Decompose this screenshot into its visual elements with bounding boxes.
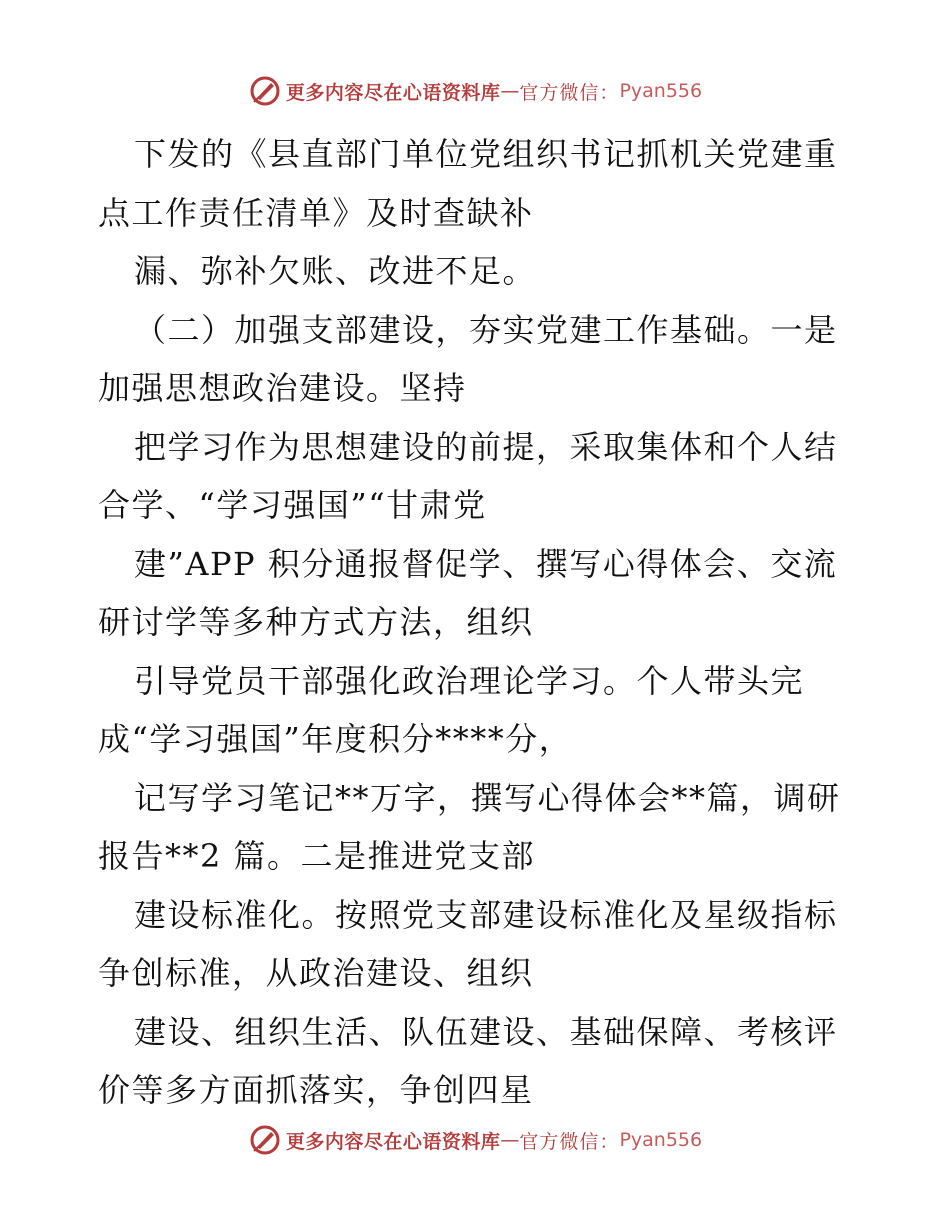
text-line: 点工作责任清单》及时查缺补: [98, 193, 534, 232]
text-line: 争创标准，从政治建设、组织: [98, 954, 534, 992]
text-line: 合学、“学习强国”“甘肃党: [98, 486, 487, 524]
watermark-separator: —: [500, 1129, 520, 1151]
watermark-main-text: 更多内容尽在心语资料库: [285, 1130, 501, 1153]
watermark-wechat-label: 官方微信：: [519, 1130, 620, 1153]
text-line: 引导党员干部强化政治理论学习。个人带头完: [134, 661, 805, 700]
text-line: （二）加强支部建设，夯实党建工作基础。一是: [134, 310, 838, 349]
quill-logo-icon: [248, 1123, 282, 1157]
quill-logo-icon: [248, 74, 282, 108]
text-line: 建”APP 积分通报督促学、撰写心得体会、交流: [134, 544, 838, 583]
watermark-separator: —: [500, 80, 520, 102]
text-line: 记写学习笔记**万字，撰写心得体会**篇，调研: [134, 778, 841, 817]
text-line: 成“学习强国”年度积分****分，: [98, 720, 573, 758]
watermark-wechat-id: Pyan556: [619, 80, 703, 102]
text-line: 漏、弥补欠账、改进不足。: [134, 252, 537, 290]
header-watermark: [0, 71, 950, 111]
text-line: 建设标准化。按照党支部建设标准化及星级指标: [134, 895, 838, 934]
text-line: 报告**2 篇。二是推进党支部: [98, 837, 536, 875]
text-line: 把学习作为思想建设的前提，采取集体和个人结: [134, 427, 838, 466]
watermark-wechat-id: Pyan556: [619, 1129, 703, 1151]
text-line: 研讨学等多种方式方法，组织: [98, 603, 534, 641]
footer-watermark: [0, 1120, 950, 1160]
watermark-wechat-label: 官方微信：: [519, 81, 620, 104]
text-line: 价等多方面抓落实，争创四星: [98, 1071, 534, 1109]
text-line: 下发的《县直部门单位党组织书记抓机关党建重: [134, 135, 838, 173]
text-line: 加强思想政治建设。坚持: [98, 369, 467, 407]
text-line: 建设、组织生活、队伍建设、基础保障、考核评: [134, 1012, 838, 1051]
document-body: [98, 125, 858, 1120]
watermark-main-text: 更多内容尽在心语资料库: [285, 81, 501, 104]
